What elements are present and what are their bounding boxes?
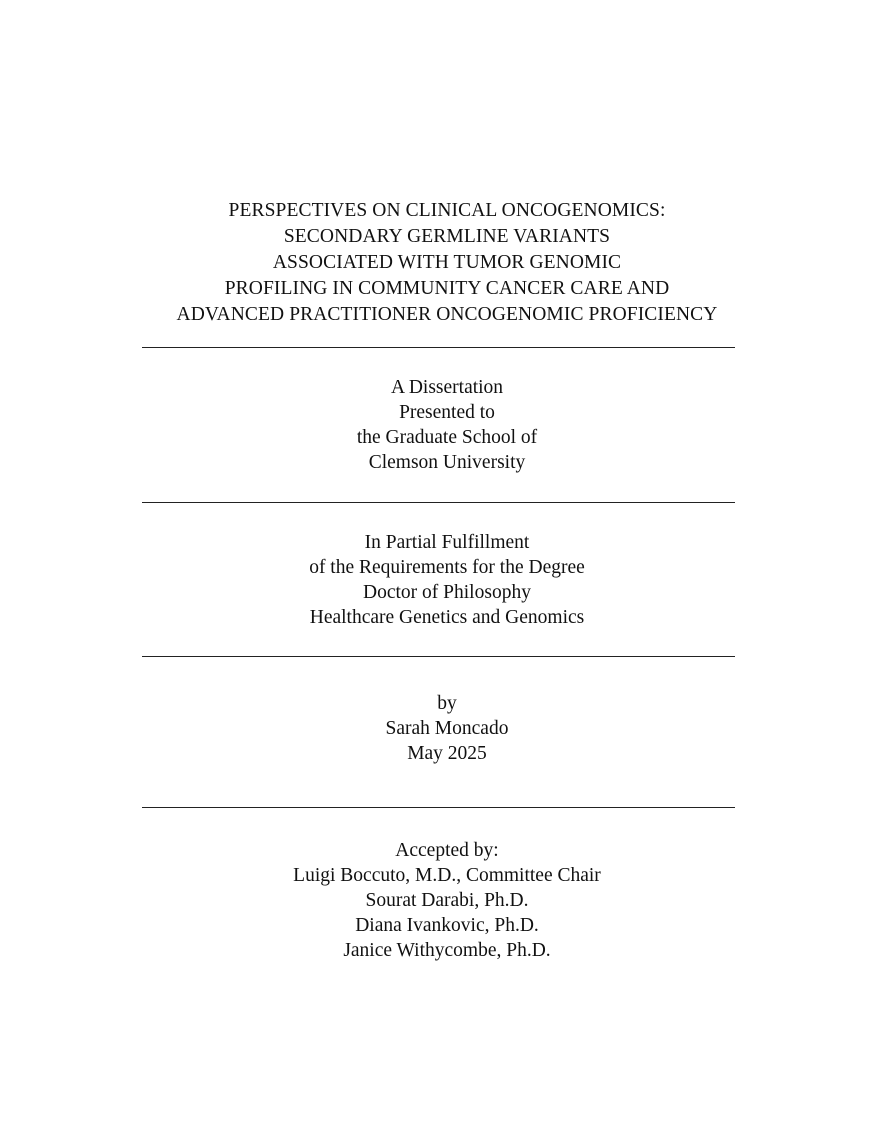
title-line: ASSOCIATED WITH TUMOR GENOMIC — [272, 252, 622, 273]
dissertation-title — [0, 198, 894, 328]
divider-rule — [142, 347, 735, 348]
committee-member: Luigi Boccuto, M.D., Committee Chair — [293, 865, 601, 886]
fulfillment-line: Doctor of Philosophy — [363, 582, 531, 603]
author-block — [0, 691, 894, 766]
submission-date: May 2025 — [407, 743, 487, 764]
committee-member: Diana Ivankovic, Ph.D. — [355, 915, 539, 936]
presentation-line: Clemson University — [368, 452, 526, 473]
fulfillment-line: Healthcare Genetics and Genomics — [309, 607, 585, 628]
divider-rule — [142, 656, 735, 657]
author-name: Sarah Moncado — [385, 718, 509, 739]
committee-member: Sourat Darabi, Ph.D. — [365, 890, 529, 911]
accepted-by-heading: Accepted by: — [395, 840, 499, 861]
degree-fulfillment — [0, 530, 894, 630]
fulfillment-line: In Partial Fulfillment — [364, 532, 530, 553]
by-label: by — [437, 693, 457, 714]
presentation-line: Presented to — [399, 402, 495, 423]
fulfillment-line: of the Requirements for the Degree — [309, 557, 585, 578]
presentation-line: A Dissertation — [390, 377, 504, 398]
committee-block — [0, 838, 894, 963]
title-line: PERSPECTIVES ON CLINICAL ONCOGENOMICS: — [228, 200, 666, 221]
divider-rule — [142, 807, 735, 808]
dissertation-presentation — [0, 375, 894, 475]
committee-member: Janice Withycombe, Ph.D. — [343, 940, 551, 961]
title-line: PROFILING IN COMMUNITY CANCER CARE AND — [224, 278, 670, 299]
presentation-line: the Graduate School of — [356, 427, 538, 448]
title-line: ADVANCED PRACTITIONER ONCOGENOMIC PROFICIENCY — [176, 304, 718, 325]
divider-rule — [142, 502, 735, 503]
title-line: SECONDARY GERMLINE VARIANTS — [283, 226, 611, 247]
